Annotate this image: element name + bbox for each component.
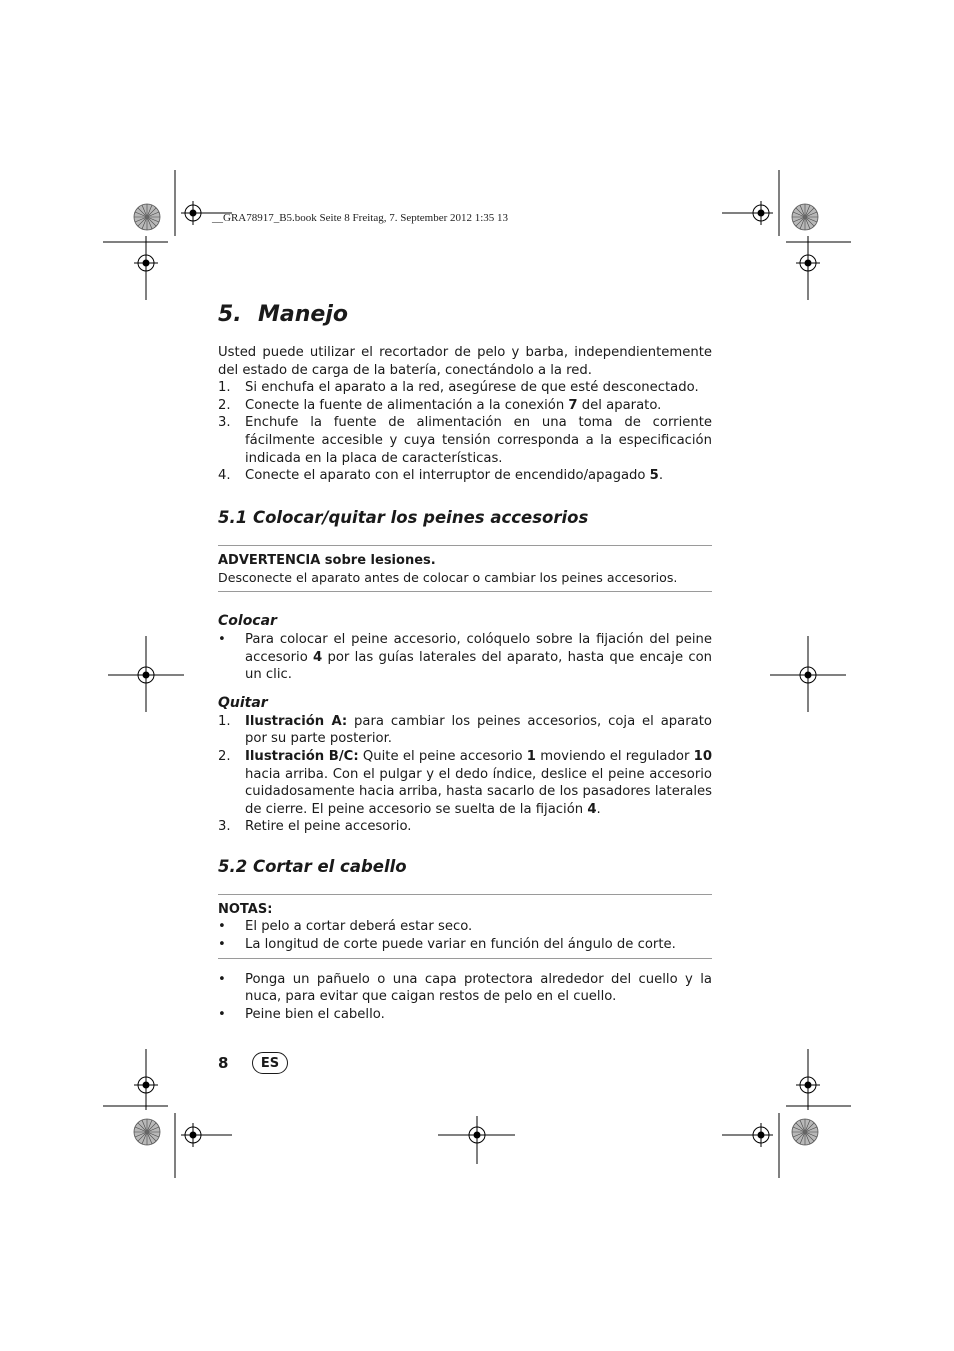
part-number: 4 [313,649,323,665]
notes-title: NOTAS: [218,901,273,917]
list-item [218,379,712,397]
list-marker: 2. [218,748,231,764]
list-item [218,467,712,485]
list-text: Para colocar el peine accesorio, colóquelo sobre la fijación del peine accesorio 4 por las guías laterales del aparato, hasta que encaje con un clic. [245,631,713,683]
part-number: 5 [649,468,659,484]
list-text: La longitud de corte puede variar en función del ángulo de corte. [245,937,676,953]
colocar-list [218,631,712,684]
section-number: 5. [218,302,242,327]
list-item [218,818,712,836]
bullet: • [218,971,226,987]
list-marker: 3. [218,415,231,431]
list-text: Ilustración A: para cambiar los peines accesorios, coja el aparato por su parte posterior. [245,713,712,747]
quitar-heading: Quitar [218,694,268,711]
subsection-title: 5.2 Cortar el cabello [218,856,407,876]
list-text: Conecte la fuente de alimentación a la conexión 7 del aparato. [245,397,662,413]
figure-reference: Ilustración A: [245,713,348,729]
warning-text: Desconecte el aparato antes de colocar o cambiar los peines accesorios. [218,570,678,586]
list-item [218,918,712,936]
notes-box [218,894,712,959]
list-marker: 1. [218,380,231,396]
bullet: • [218,919,226,935]
list-text: Ilustración B/C: Quite el peine accesorio 1 moviendo el regulador 10 hacia arriba. Con el pulgar y el dedo índice, deslice el peine accesorio cuidadosamente hacia arriba, hasta sacarlo de los pasadores laterales de cierre. El peine accesorio se suelta de la fijación 4. [245,748,712,817]
book-header-line: __GRA78917_B5.book Seite 8 Freitag, 7. September 2012 1:35 13 [212,212,509,224]
bullet: • [218,631,226,647]
list-item [218,631,712,684]
notes-list [218,918,712,953]
list-marker: 3. [218,819,231,835]
list-text: Conecte el aparato con el interruptor de encendido/apagado 5. [245,468,664,484]
list-text: El pelo a cortar deberá estar seco. [245,919,473,935]
subsection-title: 5.1 Colocar/quitar los peines accesorios [218,507,589,527]
list-marker: 1. [218,713,231,729]
figure-reference: Ilustración B/C: [245,748,359,764]
section-title [218,300,712,330]
warning-title: ADVERTENCIA sobre lesiones. [218,552,436,568]
quitar-list [218,713,712,836]
colocar-heading: Colocar [218,612,277,629]
list-marker: 2. [218,397,231,413]
list-item [218,713,712,748]
main-content [218,300,712,1023]
list-text: Peine bien el cabello. [245,1006,385,1022]
cutting-list [218,971,712,1024]
list-item [218,936,712,954]
list-marker: 4. [218,468,231,484]
section-heading: Manejo [258,302,348,327]
language-badge: ES [252,1052,288,1074]
list-item [218,1006,712,1024]
list-item [218,971,712,1006]
list-item [218,397,712,415]
part-number: 7 [568,397,578,413]
bullet: • [218,1006,226,1022]
list-text: Ponga un pañuelo o una capa protectora alrededor del cuello y la nuca, para evitar que caigan restos de pelo en el cuello. [245,971,712,1005]
list-text: Si enchufa el aparato a la red, asegúrese de que esté desconectado. [245,380,699,396]
bullet: • [218,937,226,953]
list-text: Retire el peine accesorio. [245,819,412,835]
list-item [218,414,712,467]
list-item [218,748,712,818]
usage-steps [218,379,712,485]
list-text: Enchufe la fuente de alimentación en una toma de corriente fácilmente accesible y cuya tensión corresponda a la especificación indicada en la placa de características. [245,415,712,466]
warning-box [218,545,712,592]
page-number: 8 [218,1054,229,1072]
intro-paragraph: Usted puede utilizar el recortador de pelo y barba, independientemente del estado de carga de la batería, conectándolo a la red. [218,345,712,378]
